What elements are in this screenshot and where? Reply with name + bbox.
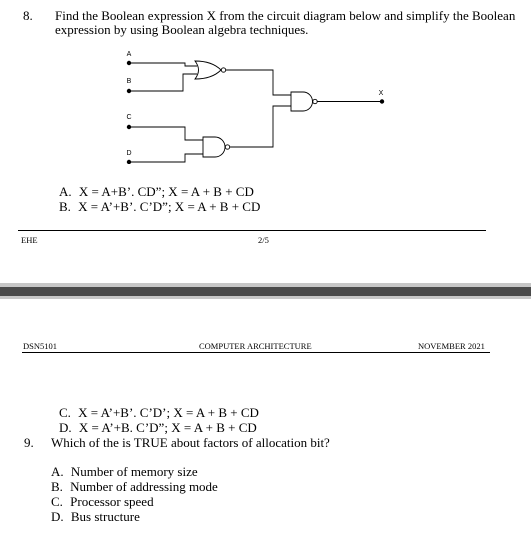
question-8-option-d — [59, 420, 257, 435]
question-9-option-b — [51, 479, 218, 494]
nand-gate-2 — [203, 137, 225, 157]
option-label: A. — [51, 464, 64, 479]
option-text: X = A’+B’. C’D’; X = A + B + CD — [78, 405, 259, 420]
circuit-diagram — [115, 44, 395, 164]
option-text: X = A’+B. C’D”; X = A + B + CD — [78, 420, 257, 435]
option-label: D. — [51, 509, 64, 524]
option-text: X = A+B’. CD”; X = A + B + CD — [78, 184, 254, 199]
question-8-option-c — [59, 405, 259, 420]
input-label-c: C — [126, 114, 132, 121]
nand-gate-3 — [291, 92, 313, 111]
option-text: Bus structure — [70, 509, 140, 524]
question-9-text: Which of the is TRUE about factors of allocation bit? — [51, 435, 330, 450]
option-label: C. — [59, 405, 71, 420]
question-9-option-d — [51, 509, 140, 524]
question-8-text-line-2: expression by using Boolean algebra techniques. — [55, 22, 309, 37]
nor-gate-1 — [195, 61, 221, 79]
question-9-number: 9. — [24, 435, 34, 450]
option-text: Number of memory size — [70, 464, 198, 479]
footer-rule — [18, 230, 486, 231]
output-label-x: X — [378, 90, 384, 97]
page-gap-bottom — [0, 296, 531, 299]
option-label: A. — [59, 184, 72, 199]
option-text: Number of addressing mode — [70, 479, 218, 494]
header-date: NOVEMBER 2021 — [418, 341, 485, 351]
question-8-option-b — [59, 199, 260, 214]
question-8-number: 8. — [23, 8, 33, 23]
option-label: B. — [59, 199, 71, 214]
option-label: B. — [51, 479, 63, 494]
output-node-x — [380, 99, 384, 103]
question-8-option-a — [59, 184, 254, 199]
footer-left: EHE — [21, 235, 38, 245]
header-course-code: DSN5101 — [23, 341, 58, 351]
question-9-option-a — [51, 464, 198, 479]
question-9-option-c — [51, 494, 154, 509]
page-number: 2/5 — [258, 235, 269, 245]
option-label: D. — [59, 420, 72, 435]
page-separator — [0, 287, 531, 296]
option-text: Processor speed — [70, 494, 154, 509]
option-label: C. — [51, 494, 63, 509]
header-course-title: COMPUTER ARCHITECTURE — [199, 341, 312, 351]
option-text: X = A’+B’. C’D”; X = A + B + CD — [78, 199, 261, 214]
input-label-a: A — [126, 51, 132, 58]
header-rule — [22, 352, 490, 353]
input-label-d: D — [126, 150, 132, 157]
input-label-b: B — [126, 78, 132, 85]
question-8-text-line-1: Find the Boolean expression X from the circuit diagram below and simplify the Boolean — [55, 8, 516, 23]
